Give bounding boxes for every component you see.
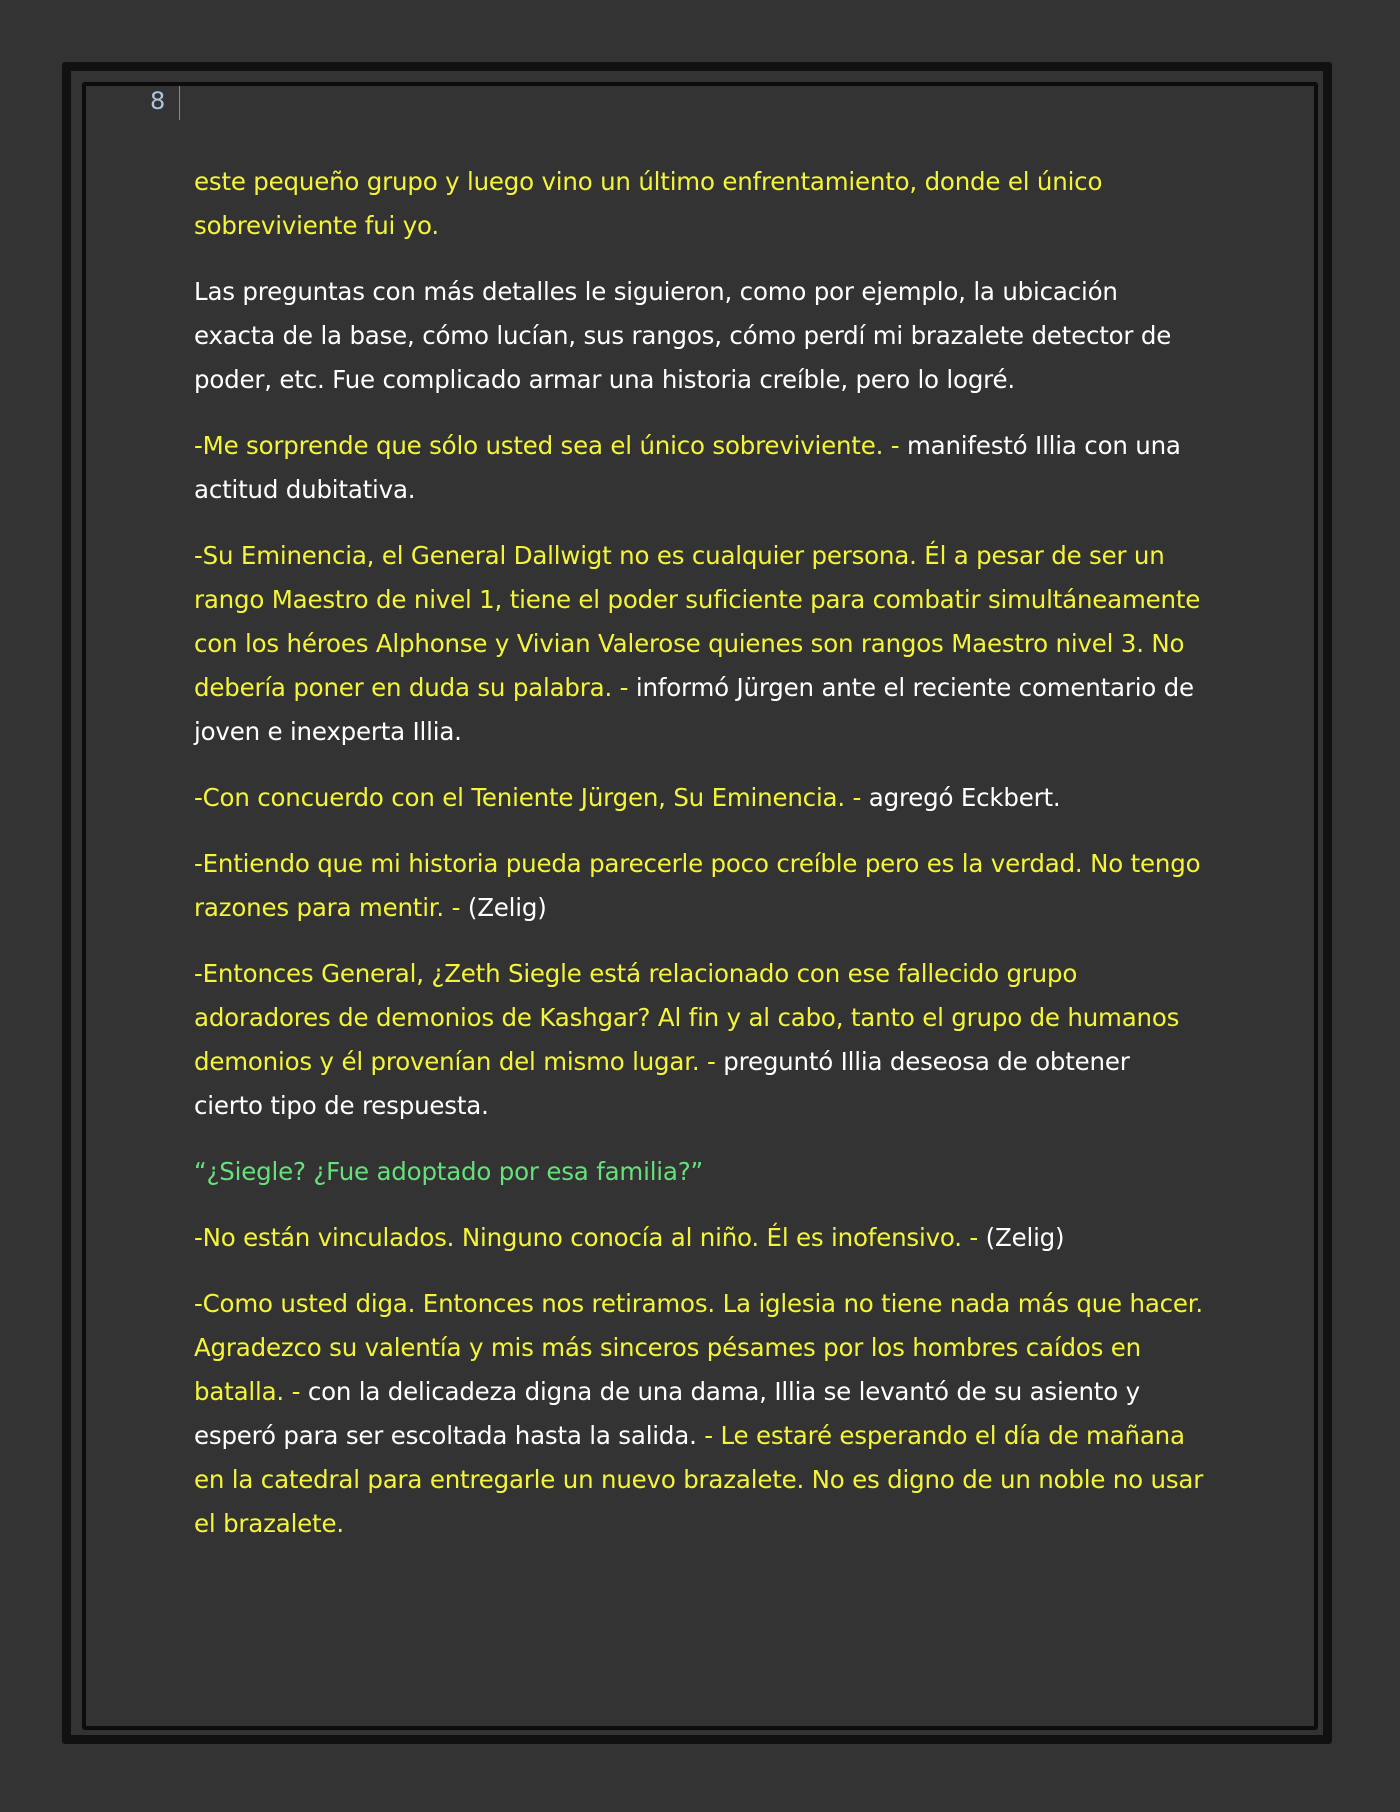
dialogue-text: -Entonces General, ¿Zeth Siegle está relacionado con ese fallecido grupo adoradores de demonios de Kashgar? Al fin y al cabo, tanto el grupo de humanos demonios y él provenían del mismo lugar. -: [194, 959, 1180, 1076]
paragraph: [194, 534, 1204, 754]
narration-text: con la delicadeza digna de una dama, Illia se levantó de su asiento y esperó para ser escoltada hasta la salida.: [194, 1377, 1140, 1450]
dialogue-text: -Su Eminencia, el General Dallwigt no es cualquier persona. Él a pesar de ser un rango Maestro de nivel 1, tiene el poder suficiente para combatir simultáneamente con los héroes Alphonse y Vivian Valerose quienes son rangos Maestro nivel 3. No debería poner en duda su palabra. -: [194, 541, 1201, 702]
narration-text: manifestó Illia con una actitud dubitativa.: [194, 431, 1181, 504]
narration-text: preguntó Illia deseosa de obtener cierto tipo de respuesta.: [194, 1047, 1130, 1120]
dialogue-text: -Como usted diga. Entonces nos retiramos. La iglesia no tiene nada más que hacer. Agradezco su valentía y mis más sinceros pésames por los hombres caídos en batalla. -: [194, 1289, 1203, 1406]
paragraph: [194, 952, 1204, 1128]
narration-text: (Zelig): [978, 1223, 1065, 1252]
dialogue-text: - Le estaré esperando el día de mañana en la catedral para entregarle un nuevo brazalete. No es digno de un noble no usar el brazalete.: [194, 1421, 1204, 1538]
paragraph: [194, 1150, 1204, 1194]
dialogue-text: este pequeño grupo y luego vino un último enfrentamiento, donde el único sobreviviente fui yo.: [194, 167, 1103, 240]
dialogue-text: -Me sorprende que sólo usted sea el único sobreviviente. -: [194, 431, 900, 460]
dialogue-text: -Con concuerdo con el Teniente Jürgen, Su Eminencia. -: [194, 783, 862, 812]
narration-text: agregó Eckbert.: [861, 783, 1061, 812]
narration-text: informó Jürgen ante el reciente comentario de joven e inexperta Illia.: [194, 673, 1194, 746]
page-number: 8: [150, 86, 180, 120]
narration-text: Las preguntas con más detalles le siguieron, como por ejemplo, la ubicación exacta de la base, cómo lucían, sus rangos, cómo perdí mi brazalete detector de poder, etc. Fue complicado armar una historia creíble, pero lo logré.: [194, 277, 1172, 394]
paragraph: [194, 776, 1204, 820]
dialogue-text: -Entiendo que mi historia pueda parecerle poco creíble pero es la verdad. No tengo razones para mentir. -: [194, 849, 1201, 922]
paragraph: [194, 160, 1204, 248]
thought-text: “¿Siegle? ¿Fue adoptado por esa familia?”: [194, 1157, 704, 1186]
paragraph: [194, 270, 1204, 402]
narration-text: (Zelig): [460, 893, 547, 922]
paragraph: [194, 842, 1204, 930]
page-body: [194, 160, 1204, 1568]
paragraph: [194, 1282, 1204, 1546]
dialogue-text: -No están vinculados. Ninguno conocía al niño. Él es inofensivo. -: [194, 1223, 979, 1252]
paragraph: [194, 1216, 1204, 1260]
paragraph: [194, 424, 1204, 512]
